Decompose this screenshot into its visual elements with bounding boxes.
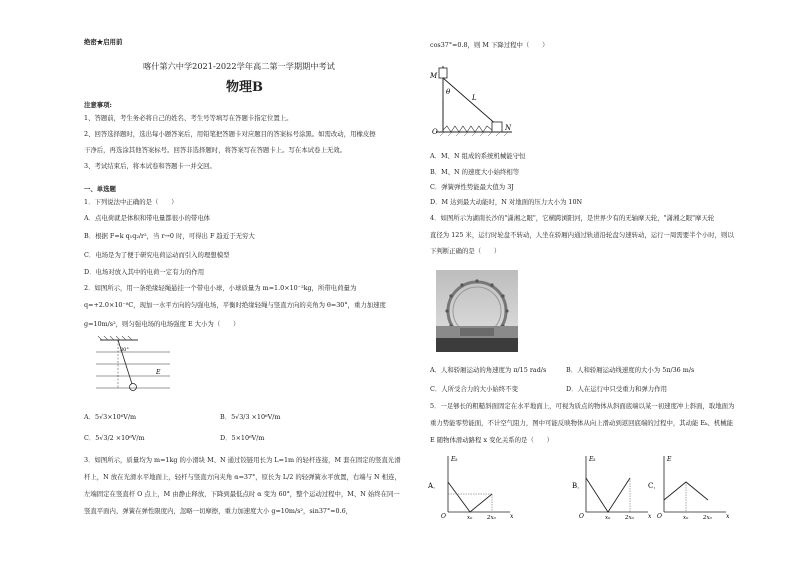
q3-line-3: 左端固定在竖直杆 O 点上，M 由静止释放，下降到最低点时 α 变为 60°，整个运动过程中，M、N 始终在同一	[84, 490, 400, 498]
q5-line-3: E 随物体滑动路程 x 变化关系的是（ ）	[430, 436, 554, 444]
q4-option-a: A．人和轿厢运动的角速度为 π/15 rad/s	[430, 366, 547, 374]
q4-option-b: B．人和轿厢运动线速度的大小为 5π/36 m/s	[566, 366, 695, 374]
graph-a-ylabel: Eₖ	[451, 456, 458, 463]
graph-c-tick-2: 2x₀	[703, 515, 712, 520]
q3-mechanism-figure	[426, 60, 522, 140]
q3-line-4: 竖直平面内，弹簧在弹性限度内，忽略一切摩擦，重力加速度大小 g=10m/s²，sin37°=0.6，	[84, 507, 353, 515]
q4-line-1: 4．如图所示为湖南长沙的"潇湘之眼"，它横跨浏阳河，是世界少有的无轴摩天轮，"潇湘之眼"摩天轮	[430, 214, 715, 222]
note-1: 1、答题前，考生务必将自己的姓名、考生号等填写在答题卡指定位置上。	[84, 114, 293, 122]
exam-title: 喀什第六中学2021-2022学年高二第一学期期中考试	[143, 61, 335, 71]
q3-label-n: N	[505, 124, 512, 132]
q2-line-3: g=10m/s²，则匀强电场的电场强度 E 大小为（ ）	[84, 320, 240, 328]
graph-a-label: A．	[428, 482, 441, 490]
graph-a-tick-1: x₀	[467, 515, 473, 520]
q1-option-c: C．电场是为了便于研究电荷运动而引入的理想模型	[84, 251, 230, 259]
q3-label-m: M	[430, 72, 438, 80]
note-2-cont: 干净后，再选涂其他答案标号。回答非选择题时，将答案写在答题卡上。写在本试卷上无效。	[84, 146, 347, 154]
q3-option-a: A．M、N 组成的系统机械能守恒	[430, 152, 526, 160]
q3-line-1: 3．如图所示，质量均为 m=1kg 的小滑块 M、N 通过铰链用长为 L=1m 的轻杆连接，M 套在固定的竖直光滑	[84, 456, 401, 464]
q3-option-c: C．弹簧弹性势能最大值为 3J	[430, 183, 514, 191]
q2-option-c: C．5√3/2 ×10⁶V/m	[84, 434, 145, 442]
q1-stem: 1．下列说法中正确的是（ ）	[84, 198, 178, 206]
q3-label-o: O	[432, 128, 438, 136]
q2-pendulum-figure	[96, 336, 176, 400]
q3-label-l: L	[472, 94, 477, 102]
note-2: 2、回答选择题时，选出每小题答案后，用铅笔把答题卡对应题目的答案标号涂黑。如需改动，用橡皮擦	[84, 130, 376, 138]
graph-b-origin: O	[579, 513, 584, 520]
q2-angle-label: 30°	[120, 347, 129, 353]
q3-line-2: 杆上，N 放在光滑水平地面上，轻杆与竖直方向夹角 α=37°，原长为 L/2 的轻弹簧水平放置，右端与 N 相连，	[84, 473, 401, 481]
q4-option-c: C．人所受合力的大小始终不变	[430, 385, 518, 393]
graph-c-label: C．	[648, 482, 661, 490]
q2-line-2: q=+2.0×10⁻⁸C，现加一水平方向的匀强电场，平衡时绝缘轻绳与竖直方向的夹角为 θ=30°，重力加速度	[84, 301, 386, 309]
notes-heading: 注意事项:	[84, 101, 112, 109]
graph-b-ylabel: Eₖ	[589, 456, 596, 463]
graph-b-xlabel: x	[648, 513, 652, 520]
q2-option-b: B．5√3/3 ×10⁶V/m	[220, 413, 281, 421]
q4-line-2: 直径为 125 米，运行时轮盘不转动，人坐在轿厢内通过轨道沿轮盘匀速转动，运行一周需要半个小时，则以	[430, 231, 734, 239]
q1-option-d: D．电场对放入其中的电荷一定有力的作用	[84, 268, 205, 276]
note-3: 3、考试结束后，将本试卷和答题卡一并交回。	[84, 162, 216, 170]
graph-a-origin: O	[441, 513, 446, 520]
q5-graph-c	[648, 452, 744, 520]
graph-a-xlabel: x	[510, 513, 514, 520]
ferris-wheel-photo	[436, 270, 518, 352]
graph-c-origin: O	[657, 513, 662, 520]
q2-option-a: A．5√3×10⁶V/m	[84, 413, 137, 421]
q5-graph-a	[426, 452, 522, 520]
subject-title: 物理B	[226, 80, 263, 95]
graph-b-tick-2: 2x₀	[625, 515, 634, 520]
secret-label: 绝密★启用前	[84, 38, 123, 46]
q2-field-label: E	[156, 369, 161, 376]
q2-line-1: 2．如图所示，用一条绝缘轻绳悬挂一个带电小球，小球质量为 m=1.0×10⁻²kg，所带电荷量为	[84, 284, 357, 292]
graph-a-tick-2: 2x₀	[487, 515, 496, 520]
graph-b-tick-1: x₀	[605, 515, 611, 520]
q1-option-a: A．点电荷就是体积和带电量都很小的带电体	[84, 214, 211, 222]
q5-line-1: 5．一足够长的粗糙斜面固定在水平地面上，可视为质点的物体从斜面底端以某一初速度冲上斜面，取地面为	[430, 402, 735, 410]
q4-line-3: 下判断正确的是（ ）	[430, 247, 501, 255]
q5-line-2: 重力势能零势能面，不计空气阻力，图中可能反映物体从向上滑动到返回底端的过程中，其动能 Eₖ、机械能	[430, 419, 733, 427]
section-title: 一、单选题	[84, 185, 116, 193]
q3-option-d: D．M 达到最大动能时，N 对地面的压力大小为 10N	[430, 198, 583, 206]
q4-option-d: D．人在运行中只受重力和弹力作用	[566, 385, 667, 393]
graph-c-xlabel: x	[726, 513, 730, 520]
graph-c-tick-1: x₀	[683, 515, 689, 520]
q3-line-5: cos37°=0.8，则 M 下降过程中（ ）	[430, 41, 549, 49]
q1-option-b: B．根据 F=k q₁q₂/r²，当 r→0 时，可得出 F 趋近于无穷大	[84, 232, 255, 240]
graph-c-ylabel: E	[667, 456, 672, 463]
q3-option-b: B．M、N 的速度大小始终相等	[430, 168, 520, 176]
q3-label-theta: θ	[446, 88, 451, 96]
graph-b-label: B．	[572, 482, 585, 490]
q2-option-d: D．5×10⁶V/m	[220, 434, 265, 442]
